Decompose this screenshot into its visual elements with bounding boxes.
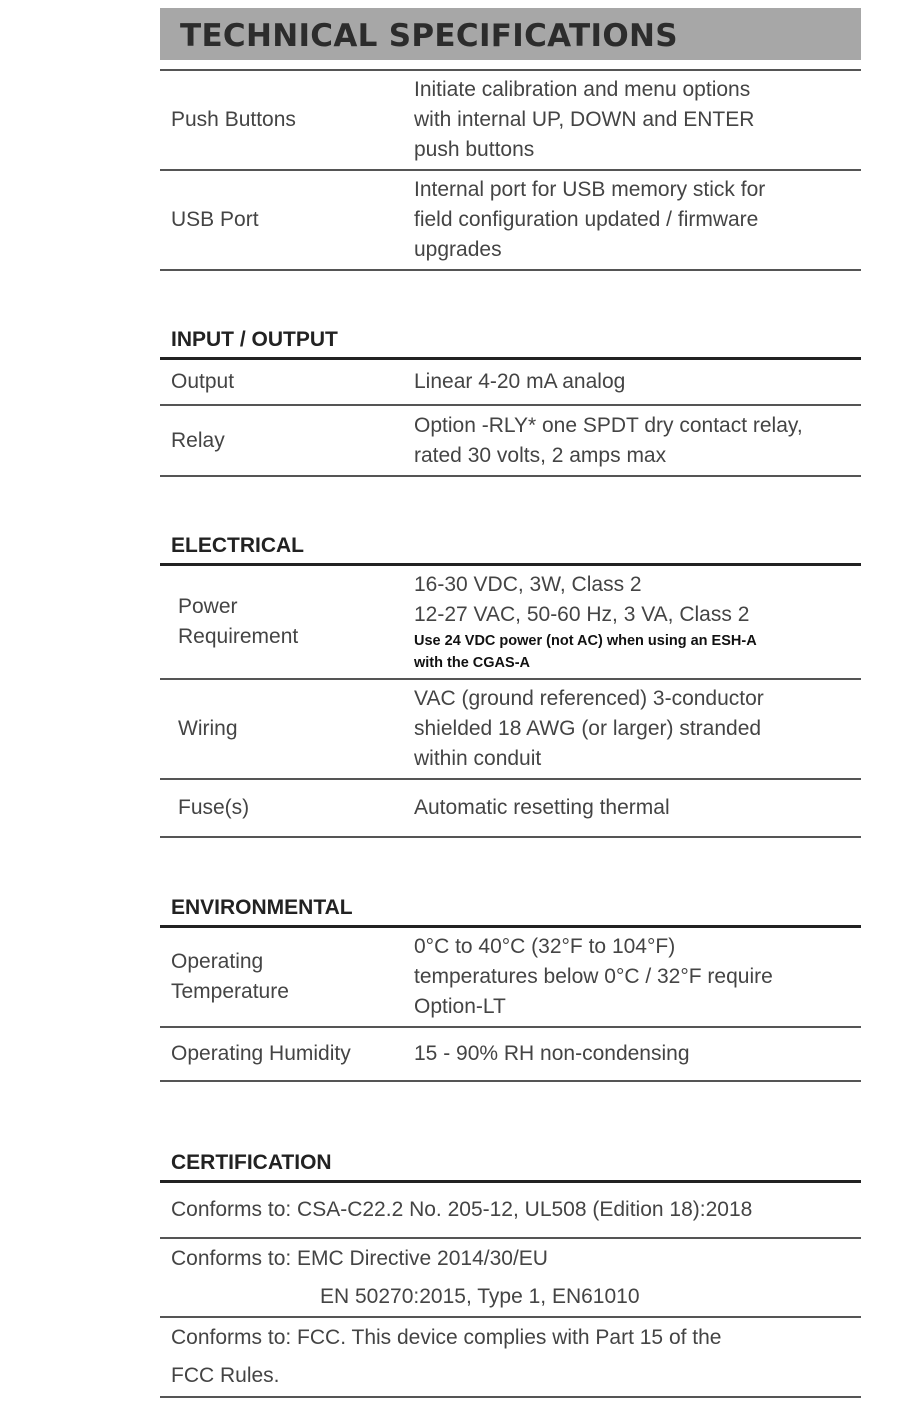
spec-row-power-requirement: [160, 566, 861, 680]
spec-value-line: Option -RLY* one SPDT dry contact relay,: [414, 413, 803, 437]
spec-row-push-buttons: [160, 71, 861, 171]
spec-label: Wiring: [178, 717, 238, 740]
spec-label: Fuse(s): [178, 796, 250, 819]
certification-line: Conforms to: CSA-C22.2 No. 205-12, UL508 (Edition 18):2018: [171, 1198, 753, 1221]
spec-value: [402, 71, 861, 169]
spec-label: Operating Humidity: [171, 1042, 351, 1065]
spec-row-operating-temperature: [160, 928, 861, 1028]
spec-value-line: field configuration updated / firmware: [414, 208, 759, 231]
spec-value: [402, 928, 861, 1026]
spec-value-line: Initiate calibration and menu options: [414, 78, 751, 101]
spec-value-line: with internal UP, DOWN and ENTER: [414, 108, 755, 131]
spec-row-wiring: [160, 680, 861, 780]
certification-line: EN 50270:2015, Type 1, EN61010: [320, 1284, 640, 1308]
spec-sheet: [160, 8, 861, 1398]
spec-value-line: within conduit: [414, 747, 542, 770]
certification-row: [160, 1183, 861, 1239]
spec-value-line: Automatic resetting thermal: [414, 796, 670, 819]
section-heading-input-output: INPUT / OUTPUT: [171, 328, 338, 351]
spec-value: [402, 360, 861, 404]
spec-label-line: Temperature: [171, 980, 289, 1003]
spec-row-fuses: [160, 780, 861, 838]
spec-value-line: rated 30 volts, 2 amps max: [414, 443, 667, 467]
spec-value-line: Internal port for USB memory stick for: [414, 178, 766, 201]
spec-row-relay: [160, 406, 861, 477]
spec-value: [402, 406, 861, 475]
certification-line: Conforms to: EMC Directive 2014/30/EU: [171, 1246, 548, 1270]
spec-value-line: temperatures below 0°C / 32°F require: [414, 965, 773, 988]
spec-label: Output: [171, 370, 235, 393]
spec-row-output: [160, 360, 861, 406]
certification-line: FCC Rules.: [171, 1364, 280, 1387]
spec-label-line: Power: [178, 595, 238, 618]
page-title: TECHNICAL SPECIFICATIONS: [160, 8, 861, 60]
spec-value-line: 15 - 90% RH non-condensing: [414, 1042, 690, 1065]
certification-row: [160, 1318, 861, 1398]
spec-label-line: Requirement: [178, 625, 299, 648]
spec-row-usb-port: [160, 171, 861, 271]
spec-value-line: VAC (ground referenced) 3-conductor: [414, 687, 764, 710]
spec-row-operating-humidity: [160, 1028, 861, 1082]
spec-value-line: 16-30 VDC, 3W, Class 2: [414, 573, 642, 596]
certification-row: [160, 1239, 861, 1318]
spec-value: [402, 1028, 861, 1080]
spec-note-line: with the CGAS-A: [414, 655, 530, 671]
spec-label: [160, 928, 402, 1026]
spec-value-line: 0°C to 40°C (32°F to 104°F): [414, 935, 676, 958]
spec-label: Relay: [171, 428, 225, 452]
spec-value: [402, 780, 861, 836]
spec-value: [402, 566, 861, 678]
spec-value-line: Option-LT: [414, 995, 506, 1018]
spec-value-line: shielded 18 AWG (or larger) stranded: [414, 717, 762, 740]
spec-value: [402, 171, 861, 269]
spec-value-line: upgrades: [414, 238, 502, 261]
spec-value: [402, 680, 861, 778]
spec-label: Push Buttons: [171, 108, 296, 131]
spec-note-line: Use 24 VDC power (not AC) when using an ESH-A: [414, 633, 757, 649]
spec-label-line: Operating: [171, 950, 264, 973]
spec-label: [160, 566, 402, 678]
spec-value-line: 12-27 VAC, 50-60 Hz, 3 VA, Class 2: [414, 603, 750, 626]
spec-value-line: Linear 4-20 mA analog: [414, 370, 626, 393]
section-heading-environmental: ENVIRONMENTAL: [171, 896, 353, 919]
section-heading-electrical: ELECTRICAL: [171, 534, 304, 557]
section-heading-certification: CERTIFICATION: [171, 1151, 332, 1174]
spec-label: USB Port: [171, 208, 259, 231]
spec-value-line: push buttons: [414, 138, 535, 161]
certification-line: Conforms to: FCC. This device complies with Part 15 of the: [171, 1326, 722, 1349]
